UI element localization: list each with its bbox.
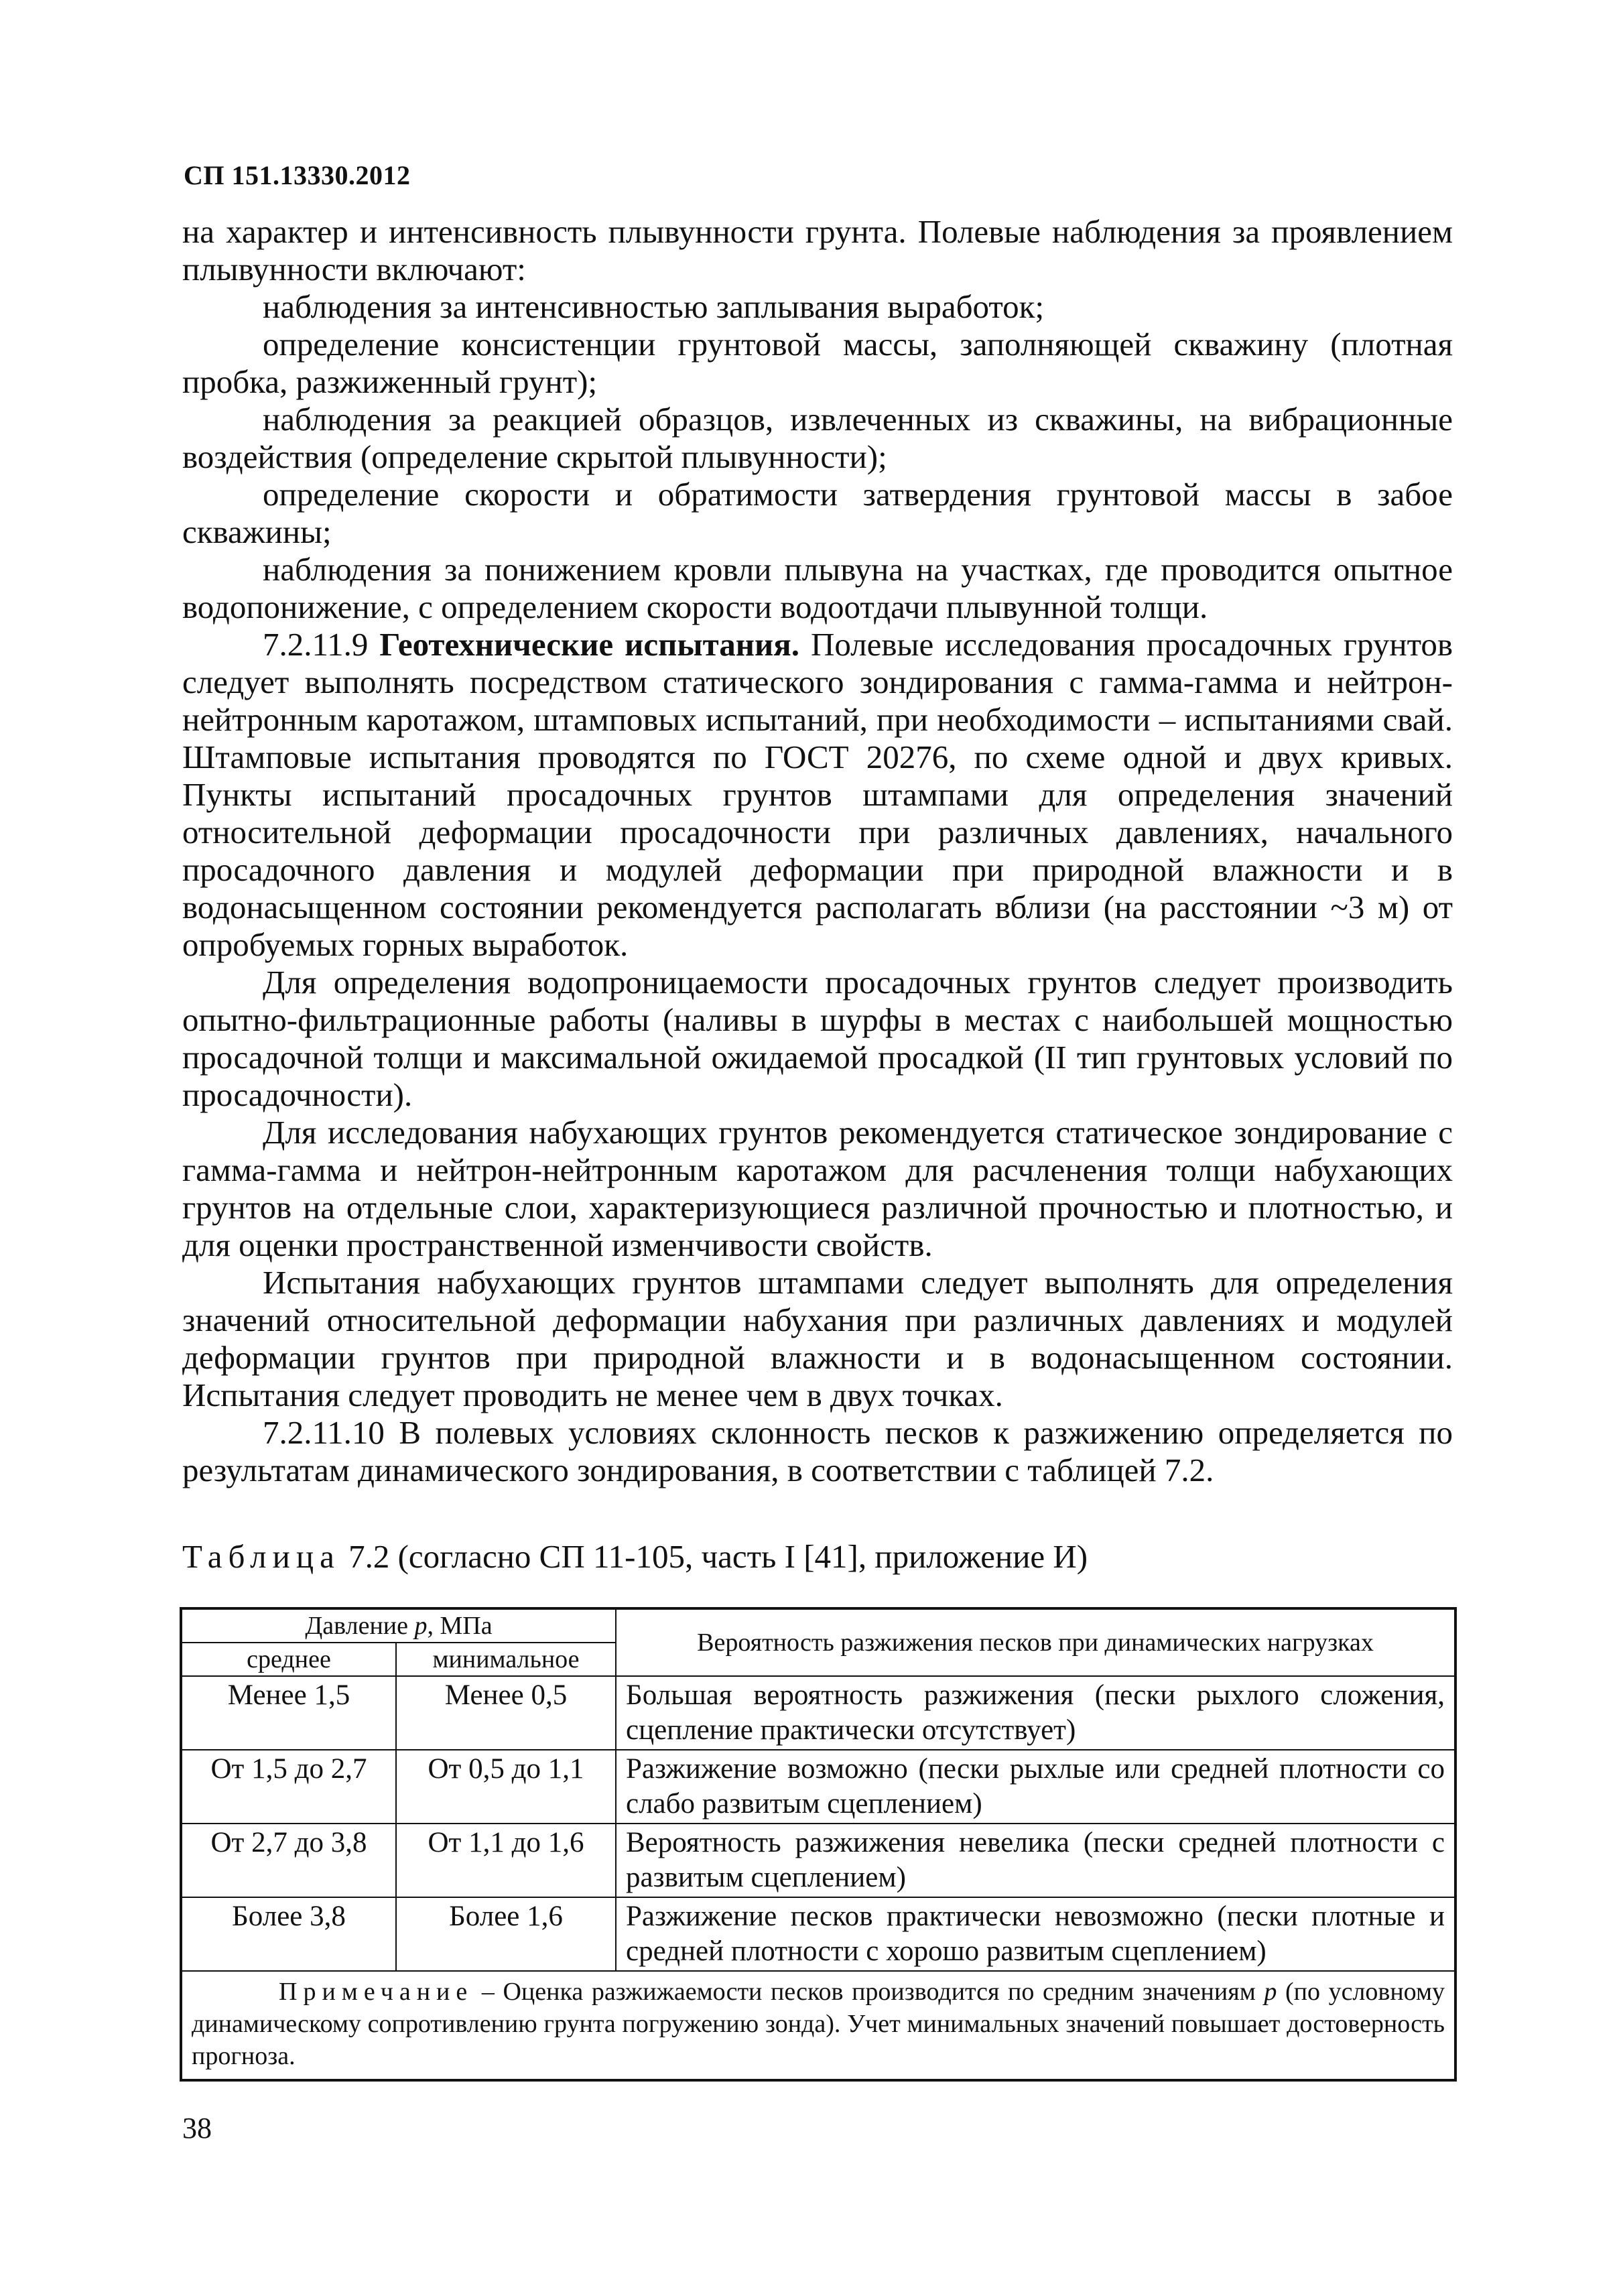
- section-text: Полевые исследования просадочных грунтов следует выполнять посредством статического зондирования с гамма-гамма и нейтрон-нейтронным каротажом, штамповых испытаний, при необходимости – испытаниями свай. Штамповые испытания проводятся по ГОСТ 20276, по схеме одной и двух кривых. Пункты испытаний просадочных грунтов штампами для определения значений относительной деформации просадочности при различных давлениях, начального просадочного давления и модулей деформации при природной влажности и в водонасыщенном состоянии рекомендуется располагать вблизи (на расстоянии ~3 м) от опробуемых горных выработок.: [182, 626, 1453, 963]
- cell-minimum: От 1,1 до 1,6: [396, 1824, 616, 1897]
- table-row: [181, 1897, 1455, 1971]
- paragraph: на характер и интенсивность плывунности грунта. Полевые наблюдения за проявлением плывунности включают:: [182, 213, 1453, 288]
- header-probability: Вероятность разжижения песков при динамических нагрузках: [616, 1608, 1455, 1676]
- cell-minimum: От 0,5 до 1,1: [396, 1750, 616, 1824]
- paragraph: наблюдения за реакцией образцов, извлеченных из скважины, на вибрационные воздействия (определение скрытой плывунности);: [182, 401, 1453, 475]
- table-row: [181, 1824, 1455, 1897]
- cell-average: Менее 1,5: [181, 1676, 396, 1750]
- cell-average: От 1,5 до 2,7: [181, 1750, 396, 1824]
- header-average: среднее: [181, 1643, 396, 1676]
- section-paragraph-7-2-11-9: [182, 626, 1453, 964]
- paragraph: Для определения водопроницаемости просадочных грунтов следует производить опытно-фильтрационные работы (наливы в шурфы в местах с наибольшей мощностью просадочной толщи и максимальной ожидаемой просадкой (II тип грунтовых условий по просадочности).: [182, 964, 1453, 1113]
- paragraph: определение консистенции грунтовой массы, заполняющей скважину (плотная пробка, разжиженный грунт);: [182, 326, 1453, 400]
- cell-description: Разжижение песков практически невозможно (пески плотные и средней плотности с хорошо развитым сцеплением): [616, 1897, 1455, 1971]
- table-note: Примечание – Оценка разжижаемости песков производится по средним значениям p (по условному динамическому сопротивлению грунта погружению зонда). Учет минимальных значений повышает достоверность прогноза.: [181, 1971, 1455, 2080]
- liquefaction-table: [180, 1607, 1457, 2082]
- cell-average: Более 3,8: [181, 1897, 396, 1971]
- header-minimum: минимальное: [396, 1643, 616, 1676]
- note-title: Примечание: [279, 1978, 474, 2006]
- table-caption: [182, 1538, 1088, 1576]
- paragraph: Испытания набухающих грунтов штампами следует выполнять для определения значений относительной деформации набухания при различных давлениях и модулей деформации грунтов при природной влажности и в водонасыщенном состоянии. Испытания следует проводить не менее чем в двух точках.: [182, 1264, 1453, 1413]
- paragraph: наблюдения за понижением кровли плывуна на участках, где проводится опытное водопонижение, с определением скорости водоотдачи плывунной толщи.: [182, 551, 1453, 625]
- body-text: [182, 213, 1453, 1489]
- cell-minimum: Менее 0,5: [396, 1676, 616, 1750]
- cell-minimum: Более 1,6: [396, 1897, 616, 1971]
- cell-average: От 2,7 до 3,8: [181, 1824, 396, 1897]
- table-note-row: [181, 1971, 1455, 2080]
- paragraph: определение скорости и обратимости затвердения грунтовой массы в забое скважины;: [182, 476, 1453, 550]
- table-caption-rest: 7.2 (согласно СП 11-105, часть I [41], приложение И): [340, 1538, 1088, 1575]
- header-pressure-group: Давление p, МПа: [181, 1608, 616, 1643]
- cell-description: Большая вероятность разжижения (пески рыхлого сложения, сцепление практически отсутствует): [616, 1676, 1455, 1750]
- table-row: [181, 1676, 1455, 1750]
- section-number: 7.2.11.9: [263, 626, 369, 663]
- paragraph: 7.2.11.10 В полевых условиях склонность песков к разжижению определяется по результатам динамического зондирования, в соответствии с таблицей 7.2.: [182, 1414, 1453, 1488]
- page-number: 38: [182, 2112, 212, 2145]
- paragraph: Для исследования набухающих грунтов рекомендуется статическое зондирование с гамма-гамма и нейтрон-нейтронным каротажом для расчленения толщи набухающих грунтов на отдельные слои, характеризующиеся различной прочностью и плотностью, и для оценки пространственной изменчивости свойств.: [182, 1114, 1453, 1263]
- cell-description: Разжижение возможно (пески рыхлые или средней плотности со слабо развитым сцеплением): [616, 1750, 1455, 1824]
- table-row: [181, 1750, 1455, 1824]
- paragraph: наблюдения за интенсивностью заплывания выработок;: [263, 288, 1045, 325]
- section-title: Геотехнические испытания.: [379, 626, 799, 663]
- document-code-header: СП 151.13330.2012: [184, 160, 411, 190]
- table-caption-word: Таблица: [182, 1538, 340, 1575]
- table-header-row: [181, 1608, 1455, 1643]
- cell-description: Вероятность разжижения невелика (пески средней плотности с развитым сцеплением): [616, 1824, 1455, 1897]
